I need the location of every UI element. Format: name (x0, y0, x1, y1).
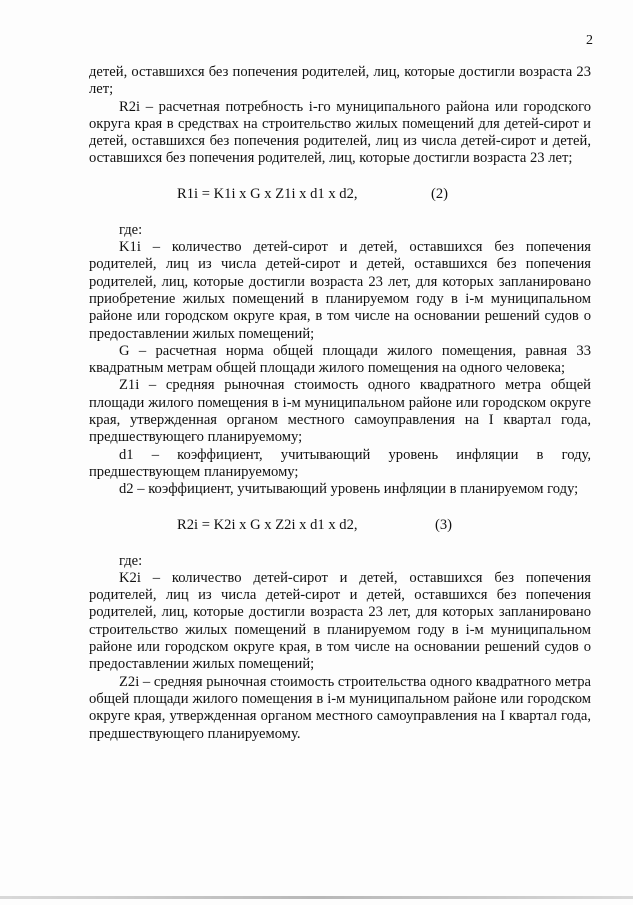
definition-d1: d1 – коэффициент, учитывающий уровень инфляции в году, предшествующем планируемому; (89, 446, 591, 480)
scan-edge-line (0, 896, 633, 899)
page-number: 2 (586, 33, 593, 48)
formula-3-number: (3) (435, 516, 453, 533)
formula-2-expression: R1i = K1i x G x Z1i x d1 x d2, (177, 185, 358, 202)
definition-z2i: Z2i – средняя рыночная стоимость строительства одного квадратного метра общей площади жилого помещения в i-м муниципальном районе или городском округе края, утвержденная органом местного самоуправления на I квартал года, предшествующего планируемому. (89, 673, 591, 742)
definition-z1i: Z1i – средняя рыночная стоимость одного квадратного метра общей площади жилого помещения в i-м муниципальном районе или городском округе края, утвержденная органом местного самоуправления на I квартал года, предшествующего планируемому; (89, 377, 591, 446)
formula-3-expression: R2i = K2i x G x Z2i x d1 x d2, (177, 516, 358, 533)
paragraph-r2i-definition: R2i – расчетная потребность i-го муниципального района или городского округа края в средствах на строительство жилых помещений для детей-сирот и детей, оставшихся без попечения родителей, лиц из числа детей-сирот и детей, оставшихся без попечения родителей, лиц, которые достигли возраста 23 лет; (89, 98, 591, 167)
document-body (89, 64, 591, 743)
definition-k1i: K1i – количество детей-сирот и детей, оставшихся без попечения родителей, лиц из числа детей-сирот и детей, оставшихся без попечения родителей, лиц, которые достигли возраста 23 лет, для которых запланировано приобретение жилых помещений в планируемом году в i-м муниципальном районе или городском округе края, в том числе на основании решений судов о предоставлении жилых помещений; (89, 239, 591, 342)
where-label: где: (119, 552, 143, 569)
where-label: где: (119, 221, 143, 238)
formula-2 (89, 186, 591, 203)
definition-k2i: K2i – количество детей-сирот и детей, оставшихся без попечения родителей, лиц из числа детей-сирот и детей, оставшихся без попечения родителей, лиц, которые достигли возраста 23 лет, для которых запланировано строительство жилых помещений в планируемом году в i-м муниципальном районе или городском округе края, в том числе на основании решений судов о предоставлении жилых помещений; (89, 569, 591, 673)
formula-2-number: (2) (431, 185, 449, 202)
paragraph-continuation: детей, оставшихся без попечения родителей, лиц, которые достигли возраста 23 лет; (89, 64, 591, 98)
formula-3 (89, 517, 591, 534)
definition-g: G – расчетная норма общей площади жилого помещения, равная 33 квадратным метрам общей площади жилого помещения на одного человека; (89, 342, 591, 377)
definition-d2: d2 – коэффициент, учитывающий уровень инфляции в планируемом году; (119, 481, 579, 498)
